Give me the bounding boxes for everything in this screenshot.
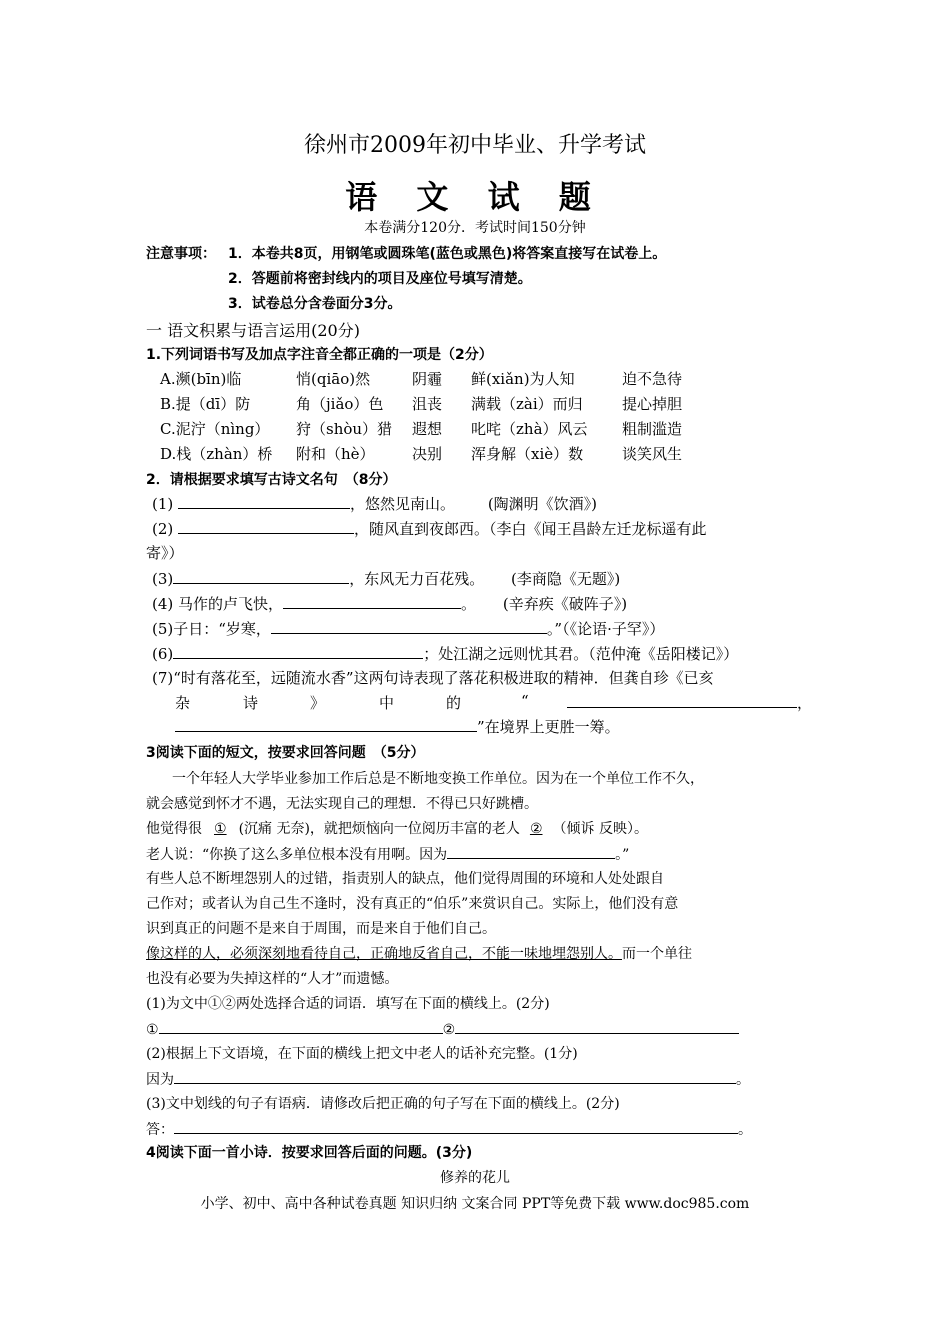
q3-para-4: 老人说：“你换了这么多单位根本没有用啊。因为 。” <box>146 843 629 864</box>
q2-line-2-cont: 寄》） <box>146 544 184 562</box>
q2-line-1: (1) ，悠然见南山。 (陶渊明《饮酒》) <box>152 495 598 513</box>
q3-para-2: 就会感觉到怀才不遇，无法实现自己的理想．不得已只好跳槽。 <box>146 796 538 812</box>
blank-marker-1: ① <box>214 821 227 837</box>
q3-sub-1: (1)为文中①②两处选择合适的词语．填写在下面的横线上。(2分) <box>146 996 550 1012</box>
notice-label: 注意事项： <box>146 246 216 262</box>
q2-line-7-end: ”在境界上更胜一筹。 <box>175 716 620 737</box>
q2-blank-2[interactable] <box>178 518 354 534</box>
notice-item-2: 2．答题前将密封线内的项目及座位号填写清楚。 <box>228 271 532 287</box>
q2-blank-7a[interactable] <box>567 692 797 708</box>
q2-line-3: (3) ，东风无力百花残。 (李商隐《无题》) <box>152 570 621 588</box>
q2-line-6: (6) ；处江湖之远则忧其君。（范仲淹《岳阳楼记》） <box>152 645 739 663</box>
poem-title: 修养的花儿 <box>440 1170 510 1186</box>
q3-answer-2[interactable] <box>455 1018 739 1034</box>
q2-line-4: (4) 马作的卢飞快， 。 (辛弃疾《破阵子》) <box>152 595 628 613</box>
q2-blank-1[interactable] <box>178 493 350 509</box>
q1-stem: 1.下列词语书写及加点字注音全都正确的一项是（2分） <box>146 347 493 363</box>
q2-line-2: (2) ，随风直到夜郎西。（李白《闻王昌龄左迁龙标遥有此 <box>152 520 707 538</box>
q3-stem: 3阅读下面的短文，按要求回答问题 （5分） <box>146 745 425 761</box>
q3-para-9: 也没有必要为失掉这样的“人才”而遗憾。 <box>146 971 399 987</box>
q3-sub-2: (2)根据上下文语境，在下面的横线上把文中老人的话补充完整。(1分) <box>146 1046 578 1062</box>
score-info: 本卷满分120分．考试时间150分钟 <box>364 220 586 236</box>
q2-line-7: (7)“时有落花至，远随流水香”这两句诗表现了落花积极进取的精神．但龚自珍《已亥 <box>152 669 714 687</box>
exam-page: 徐州市2009年初中毕业、升学考试 语 文 试 题 本卷满分120分．考试时间150分钟 注意事项： 1．本卷共8页，用钢笔或圆珠笔(蓝色或黑色)将答案直接写在试卷上。 2．答题前将密封线内的项目及座位号填写清楚。 3．试卷总分含卷面分3分。 一 语文积累与语言运用(20分) 1.下列词语书写及加点字注音全都正确的一项是（2分） A.濒(bīn)临 悄(qiāo)然 阴霾 鲜(xiǎn)为人知 迫不急待 B.提（dī）防 角（jiǎo）色 沮丧 满载（zài）而归 提心掉胆 C.泥泞（nìng） 狩（shòu）猎 遐想 叱咤（zhà）风云 粗制滥造 D.栈（zhàn）桥 附和（hè） 决别 浑身解（xiè）数 谈笑风生 2．请根据要求填写古诗文名句 （8分） (1) ，悠然见南山。 (陶渊明《饮酒》) (2) ，随风直到夜郎西。（李白《闻王昌龄左迁龙标遥有此 寄》） (3) ，东风无力百花残。 (李商隐《无题》) (4) 马作的卢飞快， 。 (辛弃疾《破阵子》) (5)子日：“岁寒， 。”（《论语·子罕》） (6) ；处江湖之远则忧其君。（范仲淹《岳阳楼记》） (7)“时有落花至，远随流水香”这两句诗表现了落花积极进取的精神．但龚自珍《已亥 杂 诗 》 中 的 “ ， ”在境界上更胜一筹。 3阅读下面的短文，按要求回答问题 （5分） 一个年轻人大学毕业参加工作后总是不断地变换工作单位。因为在一个单位工作不久， 就会感觉到怀才不遇，无法实现自己的理想．不得已只好跳槽。 他觉得很 ① (沉痛 无奈)，就把烦恼向一位阅历丰富的老人 ② （倾诉 反映）。 老人说：“你换了这么多单位根本没有用啊。因为 。” 有些人总不断埋怨别人的过错，指责别人的缺点，他们觉得周围的环境和人处处跟自 己作对；或者认为自己生不逢时，没有真正的“伯乐”来赏识自己。实际上，他们没有意 识到真正的问题不是来自于周围，而是来自于他们自己。 像这样的人，必须深刻地看待自己，正确地反省自己，不能一味地埋怨别人。而一个单往 也没有必要为失掉这样的“人才”而遗憾。 (1)为文中①②两处选择合适的词语．填写在下面的横线上。(2分) ① ② (2)根据上下文语境，在下面的横线上把文中老人的话补充完整。(1分) 因为 。 (3)文中划线的句子有语病．请修改后把正确的句子写在下面的横线上。(2分) 答： 。 4阅读下面一首小诗．按要求回答后面的问题。(3分) 修养的花儿 小学、初中、高中各种试卷真题 知识归纳 文案合同 PPT等免费下载 www.doc985.com <box>0 0 950 1344</box>
q3-sub-3-answer: 答： 。 <box>146 1118 752 1139</box>
section-title: 一 语文积累与语言运用(20分) <box>146 321 360 340</box>
q3-para-6: 己作对；或者认为自己生不逢时，没有真正的“伯乐”来赏识自己。实际上，他们没有意 <box>146 896 679 912</box>
q3-para-7: 识到真正的问题不是来自于周围，而是来自于他们自己。 <box>146 921 496 937</box>
footer-text: 小学、初中、高中各种试卷真题 知识归纳 文案合同 PPT等免费下载 www.doc985.com <box>200 1196 750 1212</box>
q2-stem: 2．请根据要求填写古诗文名句 （8分） <box>146 472 397 488</box>
notice-item-1: 1．本卷共8页，用钢笔或圆珠笔(蓝色或黑色)将答案直接写在试卷上。 <box>228 246 667 262</box>
q3-answer-3[interactable] <box>174 1068 736 1084</box>
q3-sub-2-answer: 因为 。 <box>146 1068 750 1089</box>
q2-blank-4[interactable] <box>283 593 461 609</box>
q2-blank-5[interactable] <box>271 618 547 634</box>
q3-para-1: 一个年轻人大学毕业参加工作后总是不断地变换工作单位。因为在一个单位工作不久， <box>172 771 704 787</box>
q3-answer-4[interactable] <box>174 1118 738 1134</box>
q2-blank-6[interactable] <box>173 643 423 659</box>
q3-para-8: 像这样的人，必须深刻地看待自己，正确地反省自己，不能一味地埋怨别人。而一个单往 <box>146 946 692 962</box>
subject-title: 语 文 试 题 <box>345 178 605 216</box>
q3-sub-1-answer: ① ② <box>146 1018 739 1038</box>
q2-blank-3[interactable] <box>173 568 349 584</box>
q2-blank-7b[interactable] <box>175 716 477 732</box>
q3-blank-old-man[interactable] <box>447 843 615 859</box>
q4-stem: 4阅读下面一首小诗．按要求回答后面的问题。(3分) <box>146 1145 473 1161</box>
exam-title: 徐州市2009年初中毕业、升学考试 <box>304 133 646 158</box>
blank-marker-2: ② <box>529 821 543 837</box>
notice-item-3: 3．试卷总分含卷面分3分。 <box>228 296 402 312</box>
q3-sub-3: (3)文中划线的句子有语病．请修改后把正确的句子写在下面的横线上。(2分) <box>146 1096 620 1112</box>
q3-para-5: 有些人总不断埋怨别人的过错，指责别人的缺点，他们觉得周围的环境和人处处跟自 <box>146 871 664 887</box>
faulty-sentence: 像这样的人，必须深刻地看待自己，正确地反省自己，不能一味地埋怨别人。 <box>146 946 622 962</box>
q3-para-3: 他觉得很 ① (沉痛 无奈)，就把烦恼向一位阅历丰富的老人 ② （倾诉 反映）。 <box>146 821 648 837</box>
q2-line-5: (5)子日：“岁寒， 。”（《论语·子罕》） <box>152 620 665 638</box>
q3-answer-1[interactable] <box>159 1018 443 1034</box>
